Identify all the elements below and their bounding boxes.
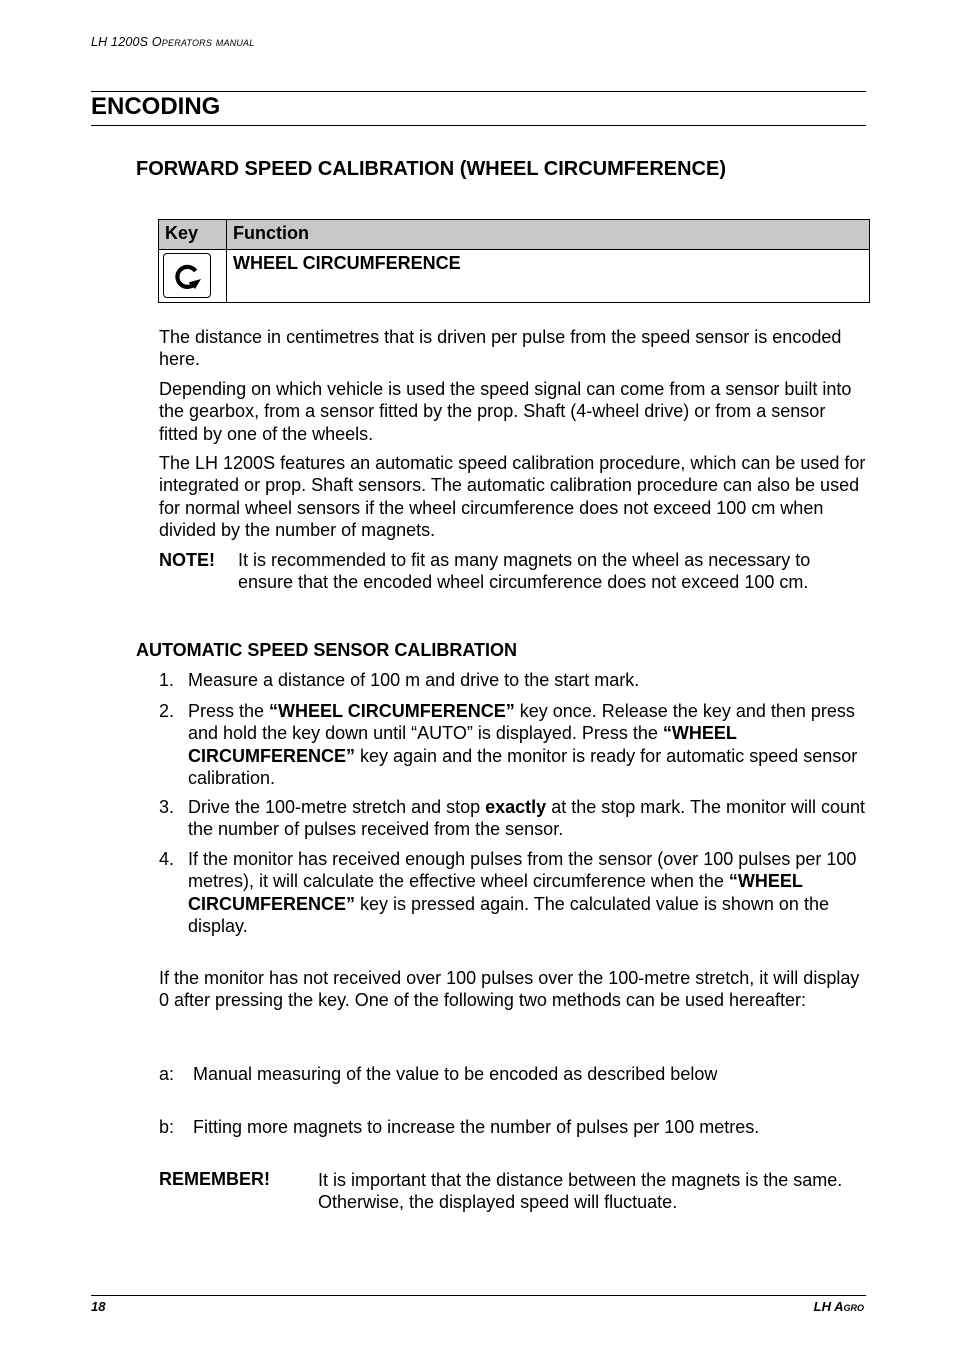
col-key-header: Key bbox=[159, 220, 227, 250]
step-number: 4. bbox=[159, 849, 175, 869]
step-number: 1. bbox=[159, 670, 175, 690]
key-cell bbox=[159, 250, 227, 303]
table-row bbox=[159, 250, 870, 303]
auto-calibration-title: AUTOMATIC SPEED SENSOR CALIBRATION bbox=[136, 640, 518, 660]
step-text: Drive the 100-metre stretch and stop exactly at the stop mark. The monitor will count the number of pulses received from the sensor. bbox=[188, 797, 866, 840]
option-label: b: bbox=[159, 1117, 175, 1137]
col-function-header: Function bbox=[227, 220, 870, 250]
function-cell: WHEEL CIRCUMFERENCE bbox=[227, 250, 870, 303]
footer-brand bbox=[814, 1299, 864, 1314]
section-rule-bottom bbox=[91, 125, 866, 126]
subsection-title: FORWARD SPEED CALIBRATION (WHEEL CIRCUMFERENCE) bbox=[136, 158, 726, 180]
footer-brand-prefix: LH A bbox=[813, 1299, 844, 1314]
step-text: If the monitor has received enough pulses from the sensor (over 100 pulses per 100 metres), it will calculate the effective wheel circumference when the “WHEEL CIRCUMFERENCE” key is pressed again. The calculated value is shown on the display. bbox=[188, 849, 857, 937]
fallback-paragraph: If the monitor has not received over 100 pulses over the 100-metre stretch, it will display 0 after pressing the key. One of the following two methods can be used hereafter: bbox=[159, 968, 860, 1011]
note-label: NOTE! bbox=[159, 550, 215, 570]
option-text: Fitting more magnets to increase the number of pulses per 100 metres. bbox=[193, 1117, 760, 1137]
footer-brand-smallcaps: gro bbox=[843, 1299, 864, 1314]
option-text: Manual measuring of the value to be encoded as described below bbox=[193, 1064, 718, 1084]
wheel-circumference-key-icon bbox=[163, 253, 211, 298]
note-text: It is recommended to fit as many magnets on the wheel as necessary to ensure that the encoded wheel circumference does not exceed 100 cm. bbox=[238, 550, 811, 593]
step-text: Press the “WHEEL CIRCUMFERENCE” key once. Release the key and then press and hold the key down until “AUTO” is displayed. Press the “WHEEL CIRCUMFERENCE” key again and the monitor is ready for automatic speed sensor calibration. bbox=[188, 701, 858, 789]
step-text: Measure a distance of 100 m and drive to the start mark. bbox=[188, 670, 640, 690]
paragraph-2: Depending on which vehicle is used the speed signal can come from a sensor built into the gearbox, from a sensor fitted by the prop. Shaft (4-wheel drive) or from a sensor fitted by one of the wheels. bbox=[159, 379, 852, 444]
remember-label: REMEMBER! bbox=[159, 1169, 270, 1189]
paragraph-1: The distance in centimetres that is driven per pulse from the speed sensor is encoded here. bbox=[159, 327, 842, 370]
option-label: a: bbox=[159, 1064, 175, 1084]
step-number: 3. bbox=[159, 797, 175, 817]
footer-rule bbox=[91, 1295, 866, 1296]
section-title: ENCODING bbox=[91, 93, 221, 120]
remember-text: It is important that the distance between the magnets is the same. Otherwise, the displayed speed will fluctuate. bbox=[318, 1170, 843, 1213]
table-header-row bbox=[159, 220, 870, 250]
header-title-smallcaps: perators manual bbox=[161, 35, 255, 49]
paragraph-3: The LH 1200S features an automatic speed calibration procedure, which can be used for integrated or prop. Shaft sensors. The automatic calibration procedure can also be used for normal wheel sensors if the wheel circumference does not exceed 100 cm when divided by the number of magnets. bbox=[159, 453, 866, 541]
header-title-prefix: LH 1200S O bbox=[91, 35, 162, 49]
section-rule-top bbox=[91, 91, 866, 92]
step-number: 2. bbox=[159, 701, 175, 721]
page-number: 18 bbox=[91, 1299, 106, 1314]
running-header bbox=[91, 35, 254, 49]
key-function-table bbox=[158, 219, 870, 303]
